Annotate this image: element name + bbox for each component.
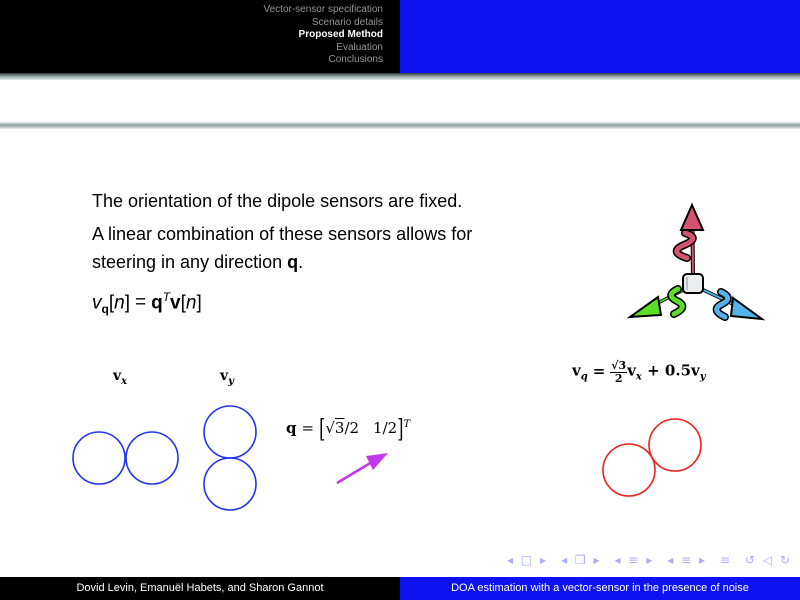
- vector-q-symbol: q: [287, 252, 299, 272]
- label-vx: $v_x$: [113, 368, 128, 387]
- header-section-panel: [0, 0, 400, 73]
- steering-equation: $v_q[n] = q^Tv[n]$: [92, 290, 202, 317]
- nav-item-proposed-method[interactable]: Proposed Method: [298, 29, 383, 41]
- title-separator-line: [0, 122, 800, 129]
- nav-item-vector-sensor-specification[interactable]: Vector-sensor specification: [263, 4, 383, 15]
- vector-sensor-axes-icon: [618, 193, 780, 337]
- footer-title-bar: DOA estimation with a vector-sensor in the presence of noise: [400, 577, 800, 600]
- nav-section-controls[interactable]: ◂ ≡ ▸: [667, 553, 707, 567]
- sensor-center-node: [683, 274, 703, 293]
- vq-pattern-lower-lobe: [603, 444, 655, 496]
- nav-history-controls[interactable]: ↺ ◁ ↻: [745, 553, 792, 567]
- header-accent-panel: [400, 0, 800, 73]
- vx-pattern-right-lobe: [126, 432, 178, 484]
- label-vy: $v_y$: [220, 368, 234, 387]
- q-vector-equation: q = [√3/2 1/2]$^T$: [286, 413, 411, 444]
- vq-pattern-upper-lobe: [649, 419, 701, 471]
- nav-item-scenario-details[interactable]: Scenario details: [311, 16, 383, 28]
- z-axis-red-arrow: [677, 205, 703, 283]
- section-navigation: [263, 4, 383, 67]
- footer-authors-bar: Dovid Levin, Emanuël Habets, and Sharon Gannot: [0, 577, 400, 600]
- nav-subsection-controls[interactable]: ◂ ≡ ▸: [614, 553, 655, 567]
- steering-direction-arrow: [337, 453, 388, 483]
- beamer-navigation-symbols: [500, 553, 792, 567]
- frame-title-area: [0, 80, 800, 122]
- body-line-1: The orientation of the dipole sensors are fixed.: [92, 191, 463, 211]
- nav-item-conclusions[interactable]: Conclusions: [328, 54, 383, 66]
- nav-document-control[interactable]: ≡: [719, 553, 733, 567]
- nav-item-evaluation[interactable]: Evaluation: [336, 41, 383, 53]
- body-line-2: A linear combination of these sensors allows for: [92, 224, 473, 244]
- header-separator-line: [0, 73, 800, 80]
- nav-frame-controls[interactable]: ◂ ❐ ▸: [561, 553, 602, 567]
- vy-pattern-top-lobe: [204, 406, 256, 458]
- body-line-3: steering in any direction q.: [92, 252, 304, 272]
- nav-slide-controls[interactable]: ◂ □ ▸: [507, 553, 549, 567]
- vx-pattern-left-lobe: [73, 432, 125, 484]
- vq-combination-equation: $v_q$ = $\frac{√3}{2}$ $v_x + 0.5v_y$: [572, 359, 706, 385]
- vy-pattern-bottom-lobe: [204, 458, 256, 510]
- fraction-sqrt3-over-2: $\frac{√3}{2}$: [611, 359, 627, 385]
